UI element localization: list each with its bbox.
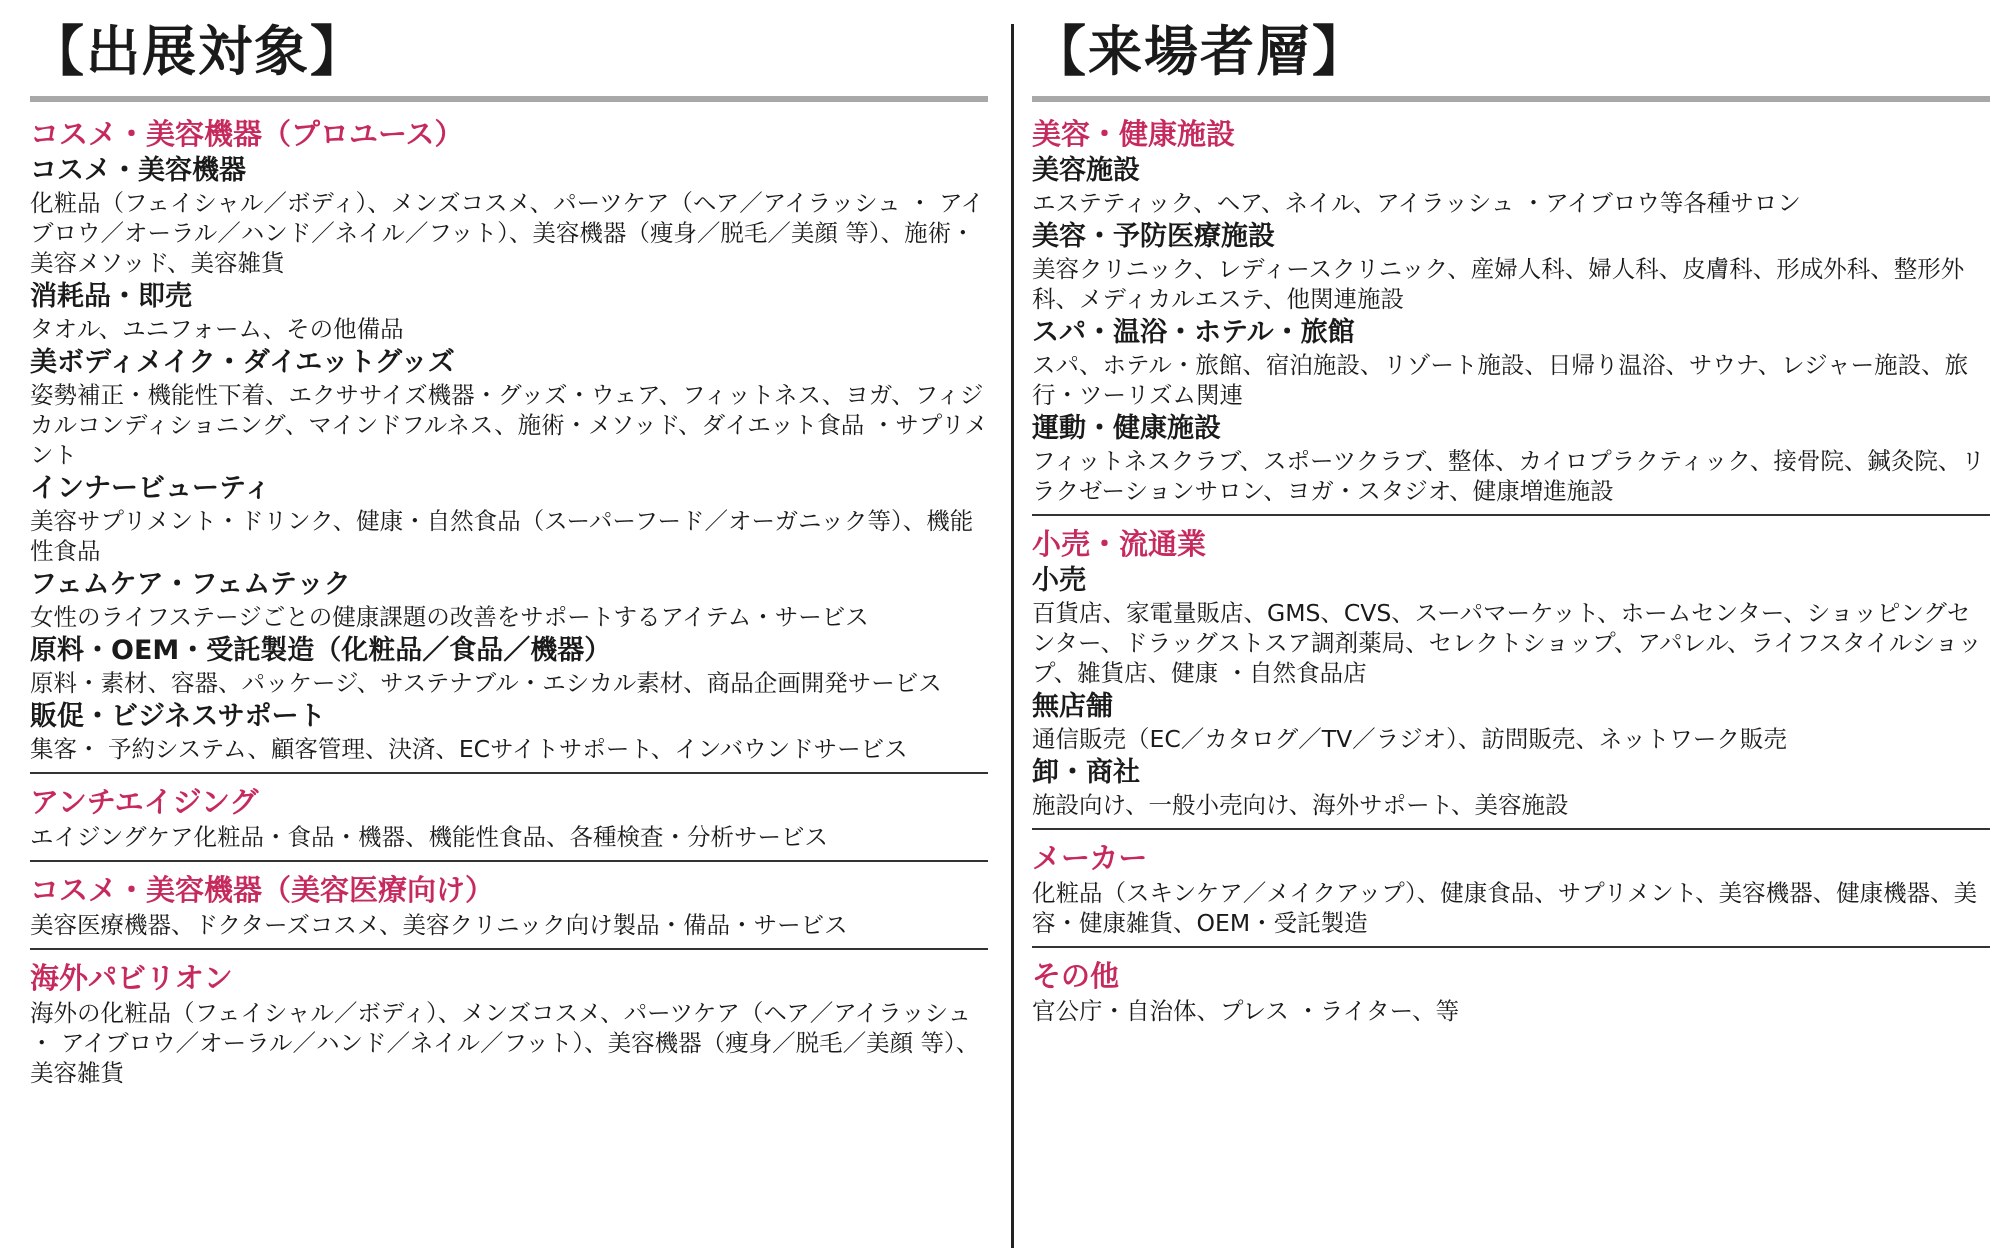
subcategory-title: フェムケア・フェムテック	[30, 569, 351, 600]
category-section	[30, 116, 988, 772]
subcategory-description: 女性のライフステージごとの健康課題の改善をサポートするアイテム・サービス	[30, 603, 869, 631]
category-section	[30, 860, 988, 948]
subcategory-description: タオル、ユニフォーム、その他備品	[30, 315, 404, 343]
subcategory-description: フィットネスクラブ、スポーツクラブ、整体、カイロプラクティック、接骨院、鍼灸院、リラクゼーションサロン、ヨガ・スタジオ、健康増進施設	[1032, 447, 1985, 505]
subcategory-title: 卸・商社	[1032, 757, 1140, 788]
exhibitors-sections	[30, 116, 988, 1096]
subcategory-title: 消耗品・即売	[30, 281, 192, 312]
visitors-column	[1032, 0, 1990, 1034]
subcategory-description: 美容サプリメント・ドリンク、健康・自然食品（スーパーフード／オーガニック等）、機能性食品	[30, 507, 974, 565]
subcategory-description: 通信販売（EC／カタログ／TV／ラジオ）、訪問販売、ネットワーク販売	[1032, 725, 1787, 753]
subcategory-title: 小売	[1032, 565, 1086, 596]
category-title: その他	[1032, 959, 1120, 993]
category-title: アンチエイジング	[30, 785, 259, 819]
exhibitors-column	[30, 0, 988, 1096]
subcategory-title: 美ボディメイク・ダイエットグッズ	[30, 347, 455, 378]
category-title: 海外パビリオン	[30, 961, 233, 995]
subcategory-description: 美容クリニック、レディースクリニック、産婦人科、婦人科、皮膚科、形成外科、整形外科、メディカルエステ、他関連施設	[1032, 255, 1965, 313]
category-title: コスメ・美容機器（プロユース）	[30, 117, 464, 151]
category-description: 官公庁・自治体、プレス ・ライター、等	[1032, 997, 1460, 1025]
category-section	[1032, 514, 1990, 828]
subcategory-title: 無店舗	[1032, 691, 1113, 722]
category-description: 化粧品（スキンケア／メイクアップ）、健康食品、サプリメント、美容機器、健康機器、美容・健康雑貨、OEM・受託製造	[1032, 879, 1978, 937]
subcategory-title: 美容施設	[1032, 155, 1140, 186]
category-description: エイジングケア化粧品・食品・機器、機能性食品、各種検査・分析サービス	[30, 823, 828, 851]
exhibitors-title: 【出展対象】	[30, 20, 366, 83]
visitors-title: 【来場者層】	[1032, 20, 1368, 83]
subcategory-description: 姿勢補正・機能性下着、エクササイズ機器・グッズ・ウェア、フィットネス、ヨガ、フィジカルコンディショニング、マインドフルネス、施術・メソッド、ダイエット食品 ・サプリメント	[30, 381, 988, 469]
category-title: メーカー	[1032, 841, 1148, 875]
category-section	[30, 948, 988, 1096]
subcategory-description: スパ、ホテル・旅館、宿泊施設、リゾート施設、日帰り温浴、サウナ、レジャー施設、旅行・ツーリズム関連	[1032, 351, 1969, 409]
category-title: 小売・流通業	[1032, 527, 1207, 561]
subcategory-title: スパ・温浴・ホテル・旅館	[1032, 317, 1355, 348]
category-description: 美容医療機器、ドクターズコスメ、美容クリニック向け製品・備品・サービス	[30, 911, 848, 939]
subcategory-title: コスメ・美容機器	[30, 155, 246, 186]
category-title: コスメ・美容機器（美容医療向け）	[30, 873, 495, 907]
subcategory-title: 美容・予防医療施設	[1032, 221, 1275, 252]
subcategory-title: 運動・健康施設	[1032, 413, 1221, 444]
category-section	[30, 772, 988, 860]
subcategory-title: 販促・ビジネスサポート	[30, 701, 326, 732]
category-section	[1032, 828, 1990, 946]
title-underline	[30, 96, 988, 102]
subcategory-description: 原料・素材、容器、パッケージ、サステナブル・エシカル素材、商品企画開発サービス	[30, 669, 942, 697]
subcategory-title: インナービューティ	[30, 473, 271, 504]
subcategory-description: 化粧品（フェイシャル／ボディ）、メンズコスメ、パーツケア（ヘア／アイラッシュ ・ アイブロウ／オーラル／ハンド／ネイル／フット）、美容機器（痩身／脱毛／美顔 等）、施術・美容メソッド、美容雑貨	[30, 189, 984, 277]
title-underline	[1032, 96, 1990, 102]
subcategory-title: 原料・OEM・受託製造（化粧品／食品／機器）	[30, 635, 612, 666]
category-title: 美容・健康施設	[1032, 117, 1236, 151]
visitors-sections	[1032, 116, 1990, 1034]
category-section	[1032, 116, 1990, 514]
subcategory-description: 集客・ 予約システム、顧客管理、決済、ECサイトサポート、インバウンドサービス	[30, 735, 908, 763]
subcategory-description: 百貨店、家電量販店、GMS、CVS、スーパマーケット、ホームセンター、ショッピングセンター、ドラッグストスア調剤薬局、セレクトショップ、アパレル、ライフスタイルショップ、雑貨店、健康 ・自然食品店	[1032, 599, 1982, 687]
subcategory-description: 施設向け、一般小売向け、海外サポート、美容施設	[1032, 791, 1569, 819]
subcategory-description: エステティック、ヘア、ネイル、アイラッシュ ・アイブロウ等各種サロン	[1032, 189, 1801, 217]
column-divider	[1011, 24, 1014, 1248]
category-section	[1032, 946, 1990, 1034]
category-description: 海外の化粧品（フェイシャル／ボディ）、メンズコスメ、パーツケア（ヘア／アイラッシュ ・ アイブロウ／オーラル／ハンド／ネイル／フット）、美容機器（痩身／脱毛／美顔 等）、美容雑貨	[30, 999, 980, 1087]
